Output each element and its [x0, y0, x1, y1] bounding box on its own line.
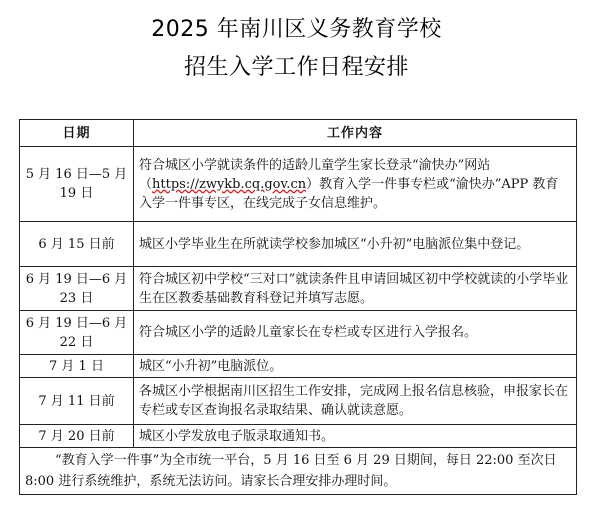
row-date: 6 月 19 日—6 月 23 日: [20, 267, 134, 311]
note-row: [20, 448, 577, 495]
row-content: 城区“小升初”电脑派位。: [134, 355, 577, 378]
table-header-row: [20, 120, 577, 147]
row-content-text: 符合城区小学就读条件的适龄儿童学生家长登录“渝快办”网站（: [139, 157, 491, 192]
table-row: [20, 425, 577, 448]
row-date: 7 月 20 日前: [20, 425, 134, 448]
document-title-line-1: 2025 年南川区义务教育学校: [151, 17, 442, 42]
row-content: [134, 147, 577, 222]
row-date: 7 月 1 日: [20, 355, 134, 378]
table-row: [20, 355, 577, 378]
table-row: [20, 267, 577, 311]
website-url: https://zwykb.cq.gov.cn: [152, 176, 307, 192]
row-content-text: ）教育入学一件事专栏或“渝快办”APP 教育入学一件事专区，在线完成子女信息维护。: [139, 176, 559, 211]
row-date: 5 月 16 日—5 月 19 日: [20, 147, 134, 222]
row-date: 6 月 19 日—6 月 22 日: [20, 311, 134, 355]
row-date: 7 月 11 日前: [20, 378, 134, 425]
content-column-header: 工作内容: [134, 120, 577, 147]
footnote: “教育入学一件事”为全市统一平台，5 月 16 日至 6 月 29 日期间，每日 22:00 至次日 8:00 进行系统维护，系统无法访问。请家长合理安排办理时间。: [20, 448, 577, 495]
date-column-header: 日期: [20, 120, 134, 147]
document-title-line-2: 招生入学工作日程安排: [183, 55, 409, 80]
table-row: [20, 222, 577, 267]
row-content: 各城区小学根据南川区招生工作安排，完成网上报名信息核验，申报家长在专栏或专区查询报名录取结果、确认就读意愿。: [134, 378, 577, 425]
row-date: 6 月 15 日前: [20, 222, 134, 267]
table-row: [20, 147, 577, 222]
row-content: 符合城区初中学校“三对口”就读条件且申请回城区初中学校就读的小学毕业生在区教委基础教育科登记并填写志愿。: [134, 267, 577, 311]
table-row: [20, 311, 577, 355]
row-content: 符合城区小学的适龄儿童家长在专栏或专区进行入学报名。: [134, 311, 577, 355]
table-row: [20, 378, 577, 425]
row-content: 城区小学毕业生在所就读学校参加城区“小升初”电脑派位集中登记。: [134, 222, 577, 267]
schedule-table: [19, 119, 577, 495]
row-content: 城区小学发放电子版录取通知书。: [134, 425, 577, 448]
